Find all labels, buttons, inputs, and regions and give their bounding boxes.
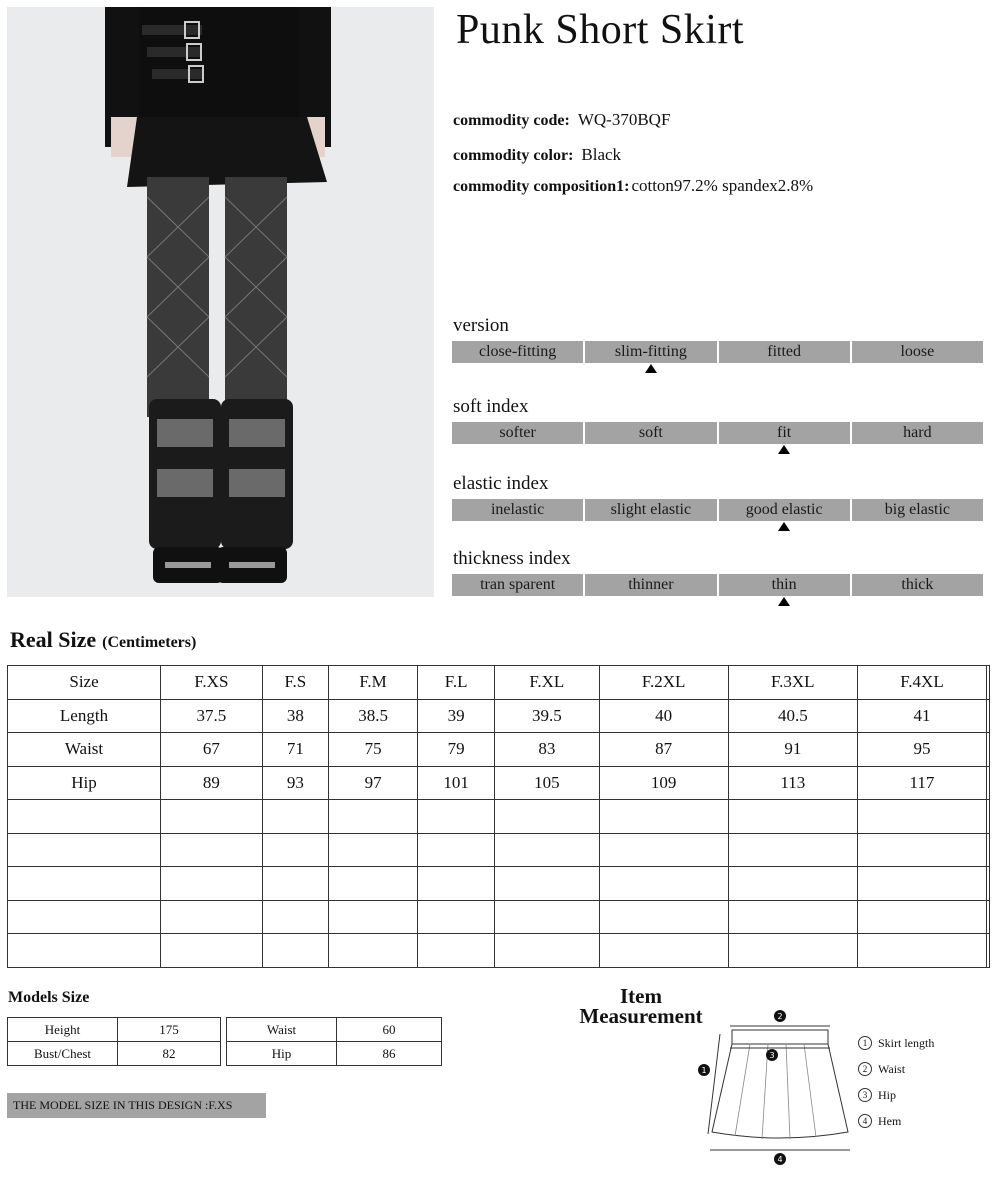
size-row-label xyxy=(8,900,161,934)
size-cell xyxy=(728,934,857,968)
real-size-heading xyxy=(10,627,196,653)
size-cell: 97 xyxy=(328,766,417,800)
soft-index-option: hard xyxy=(852,422,983,444)
marker-2-label: 2 xyxy=(777,1012,783,1021)
size-cell xyxy=(987,833,990,867)
elastic-index-bar xyxy=(452,499,983,521)
legend-number: 3 xyxy=(858,1088,872,1102)
version-option: slim-fitting xyxy=(585,341,716,363)
thickness-index-selected-marker xyxy=(778,597,790,606)
size-cell xyxy=(418,900,495,934)
size-cell xyxy=(495,934,600,968)
soft-index-selected-marker xyxy=(778,445,790,454)
size-cell xyxy=(857,934,986,968)
size-cell xyxy=(418,833,495,867)
model-measure-value: 175 xyxy=(118,1018,221,1042)
size-row-label: Waist xyxy=(8,733,161,767)
size-cell xyxy=(495,800,600,834)
thickness-index-label: thickness index xyxy=(453,548,571,569)
size-cell: 38.5 xyxy=(328,699,417,733)
size-cell: 40.5 xyxy=(728,699,857,733)
elastic-index-option: big elastic xyxy=(852,499,983,521)
size-cell xyxy=(418,867,495,901)
size-cell xyxy=(599,867,728,901)
size-cell: 40 xyxy=(599,699,728,733)
size-cell: 37.5 xyxy=(161,699,263,733)
size-cell: 67 xyxy=(161,733,263,767)
size-row-label: Size xyxy=(8,666,161,700)
size-cell xyxy=(161,800,263,834)
length-dimension-line xyxy=(708,1034,720,1134)
commodity-color-value: Black xyxy=(581,145,622,164)
skirt-waistband xyxy=(732,1030,828,1044)
commodity-code-value: WQ-370BQF xyxy=(577,110,671,129)
table-row xyxy=(8,900,990,934)
size-row-label xyxy=(8,800,161,834)
legend-label: Skirt length xyxy=(878,1035,935,1050)
size-cell xyxy=(418,934,495,968)
size-cell xyxy=(987,766,990,800)
real-size-unit: (Centimeters) xyxy=(102,634,197,651)
size-row-label xyxy=(8,833,161,867)
size-cell xyxy=(495,867,600,901)
size-cell: F.XS xyxy=(161,666,263,700)
size-cell: 93 xyxy=(262,766,328,800)
model-illustration xyxy=(7,7,434,597)
size-cell xyxy=(262,867,328,901)
size-cell xyxy=(599,800,728,834)
real-size-title: Real Size xyxy=(10,627,97,652)
size-table xyxy=(7,665,990,968)
size-cell: 39.5 xyxy=(495,699,600,733)
model-measure-label: Hip xyxy=(227,1042,337,1066)
table-row xyxy=(8,733,990,767)
item-measurement-title-line1: Item xyxy=(620,984,662,1008)
thickness-index-option: thin xyxy=(719,574,850,596)
soft-index-bar xyxy=(452,422,983,444)
size-cell: 101 xyxy=(418,766,495,800)
table-row xyxy=(8,1042,221,1066)
size-cell xyxy=(728,800,857,834)
size-cell xyxy=(987,666,990,700)
list-item xyxy=(858,1108,934,1134)
size-cell xyxy=(418,800,495,834)
size-cell: 109 xyxy=(599,766,728,800)
list-item xyxy=(858,1030,934,1056)
size-cell: 95 xyxy=(857,733,986,767)
commodity-color-label: commodity color: xyxy=(453,147,574,164)
elastic-index-label: elastic index xyxy=(453,473,549,494)
size-cell xyxy=(987,934,990,968)
size-cell: F.L xyxy=(418,666,495,700)
size-row-label: Length xyxy=(8,699,161,733)
size-cell: 89 xyxy=(161,766,263,800)
soft-index-label: soft index xyxy=(453,396,529,417)
models-size-table-right xyxy=(226,1017,442,1066)
measurement-legend xyxy=(858,1030,934,1134)
legend-label: Hip xyxy=(878,1087,896,1102)
model-measure-label: Waist xyxy=(227,1018,337,1042)
model-measure-value: 60 xyxy=(337,1018,442,1042)
size-cell: 117 xyxy=(857,766,986,800)
size-cell xyxy=(857,800,986,834)
table-row xyxy=(8,666,990,700)
size-cell xyxy=(328,800,417,834)
size-cell: 38 xyxy=(262,699,328,733)
table-row xyxy=(227,1018,442,1042)
size-cell xyxy=(857,867,986,901)
size-cell: 79 xyxy=(418,733,495,767)
model-size-note: THE MODEL SIZE IN THIS DESIGN :F.XS xyxy=(7,1093,266,1118)
legend-number: 4 xyxy=(858,1114,872,1128)
size-cell: 41 xyxy=(857,699,986,733)
elastic-index-option: inelastic xyxy=(452,499,583,521)
thickness-index-bar xyxy=(452,574,983,596)
commodity-composition-label: commodity composition1: xyxy=(453,178,630,195)
elastic-index-option: slight elastic xyxy=(585,499,716,521)
size-cell xyxy=(495,833,600,867)
size-cell: 105 xyxy=(495,766,600,800)
size-cell xyxy=(262,833,328,867)
skirt-outline xyxy=(712,1044,848,1138)
size-cell: F.XL xyxy=(495,666,600,700)
table-row xyxy=(8,867,990,901)
size-cell: F.S xyxy=(262,666,328,700)
marker-1-label: 1 xyxy=(701,1066,707,1075)
size-cell: F.4XL xyxy=(857,666,986,700)
size-row-label xyxy=(8,867,161,901)
size-row-label: Hip xyxy=(8,766,161,800)
version-option: close-fitting xyxy=(452,341,583,363)
size-cell xyxy=(728,900,857,934)
table-row xyxy=(8,1018,221,1042)
version-bar xyxy=(452,341,983,363)
size-cell xyxy=(262,800,328,834)
elastic-index-selected-marker xyxy=(778,522,790,531)
version-option: fitted xyxy=(719,341,850,363)
size-cell xyxy=(328,934,417,968)
commodity-composition-row xyxy=(453,176,813,196)
legend-number: 1 xyxy=(858,1036,872,1050)
table-row xyxy=(8,833,990,867)
table-row xyxy=(8,800,990,834)
table-row xyxy=(8,699,990,733)
models-size-table-left xyxy=(7,1017,221,1066)
size-cell xyxy=(987,699,990,733)
soft-index-option: soft xyxy=(585,422,716,444)
marker-4-label: 4 xyxy=(777,1155,783,1164)
legend-label: Hem xyxy=(878,1113,902,1128)
list-item xyxy=(858,1082,934,1108)
size-cell: 39 xyxy=(418,699,495,733)
size-cell xyxy=(262,900,328,934)
size-cell xyxy=(599,900,728,934)
size-cell xyxy=(161,900,263,934)
size-cell xyxy=(987,900,990,934)
size-cell xyxy=(987,800,990,834)
table-row xyxy=(8,934,990,968)
size-cell: 91 xyxy=(728,733,857,767)
soft-index-option: softer xyxy=(452,422,583,444)
size-cell: F.M xyxy=(328,666,417,700)
size-cell xyxy=(161,833,263,867)
thickness-index-option: thinner xyxy=(585,574,716,596)
size-cell: 83 xyxy=(495,733,600,767)
model-measure-value: 82 xyxy=(118,1042,221,1066)
legend-label: Waist xyxy=(878,1061,906,1076)
size-cell: 87 xyxy=(599,733,728,767)
model-measure-label: Height xyxy=(8,1018,118,1042)
size-cell xyxy=(728,833,857,867)
size-cell xyxy=(161,867,263,901)
thickness-index-option: thick xyxy=(852,574,983,596)
product-title: Punk Short Skirt xyxy=(456,7,745,53)
size-cell xyxy=(495,900,600,934)
size-cell xyxy=(262,934,328,968)
models-size-title: Models Size xyxy=(8,989,90,1006)
version-selected-marker xyxy=(645,364,657,373)
size-cell: 113 xyxy=(728,766,857,800)
size-cell xyxy=(987,733,990,767)
version-option: loose xyxy=(852,341,983,363)
commodity-code-label: commodity code: xyxy=(453,112,570,129)
size-cell: 75 xyxy=(328,733,417,767)
elastic-index-option: good elastic xyxy=(719,499,850,521)
size-cell xyxy=(328,867,417,901)
size-cell: F.2XL xyxy=(599,666,728,700)
legend-number: 2 xyxy=(858,1062,872,1076)
soft-index-option: fit xyxy=(719,422,850,444)
size-cell xyxy=(599,934,728,968)
model-measure-value: 86 xyxy=(337,1042,442,1066)
size-cell xyxy=(857,833,986,867)
product-photo xyxy=(7,7,434,597)
marker-3-label: 3 xyxy=(769,1051,775,1060)
model-measure-label: Bust/Chest xyxy=(8,1042,118,1066)
size-cell xyxy=(328,833,417,867)
list-item xyxy=(858,1056,934,1082)
size-cell: F.3XL xyxy=(728,666,857,700)
table-row xyxy=(8,766,990,800)
commodity-color-row xyxy=(453,145,621,165)
size-row-label xyxy=(8,934,161,968)
item-measurement-title-line2: Measurement xyxy=(579,1004,703,1028)
thickness-index-option: tran sparent xyxy=(452,574,583,596)
size-cell xyxy=(857,900,986,934)
commodity-composition-value: cotton97.2% spandex2.8% xyxy=(631,176,814,195)
table-row xyxy=(227,1042,442,1066)
skirt-measurement-diagram xyxy=(690,1004,860,1174)
size-cell xyxy=(328,900,417,934)
size-cell xyxy=(161,934,263,968)
commodity-code-row xyxy=(453,110,670,130)
size-cell: 71 xyxy=(262,733,328,767)
version-label: version xyxy=(453,315,509,336)
size-cell xyxy=(987,867,990,901)
size-cell xyxy=(599,833,728,867)
size-cell xyxy=(728,867,857,901)
